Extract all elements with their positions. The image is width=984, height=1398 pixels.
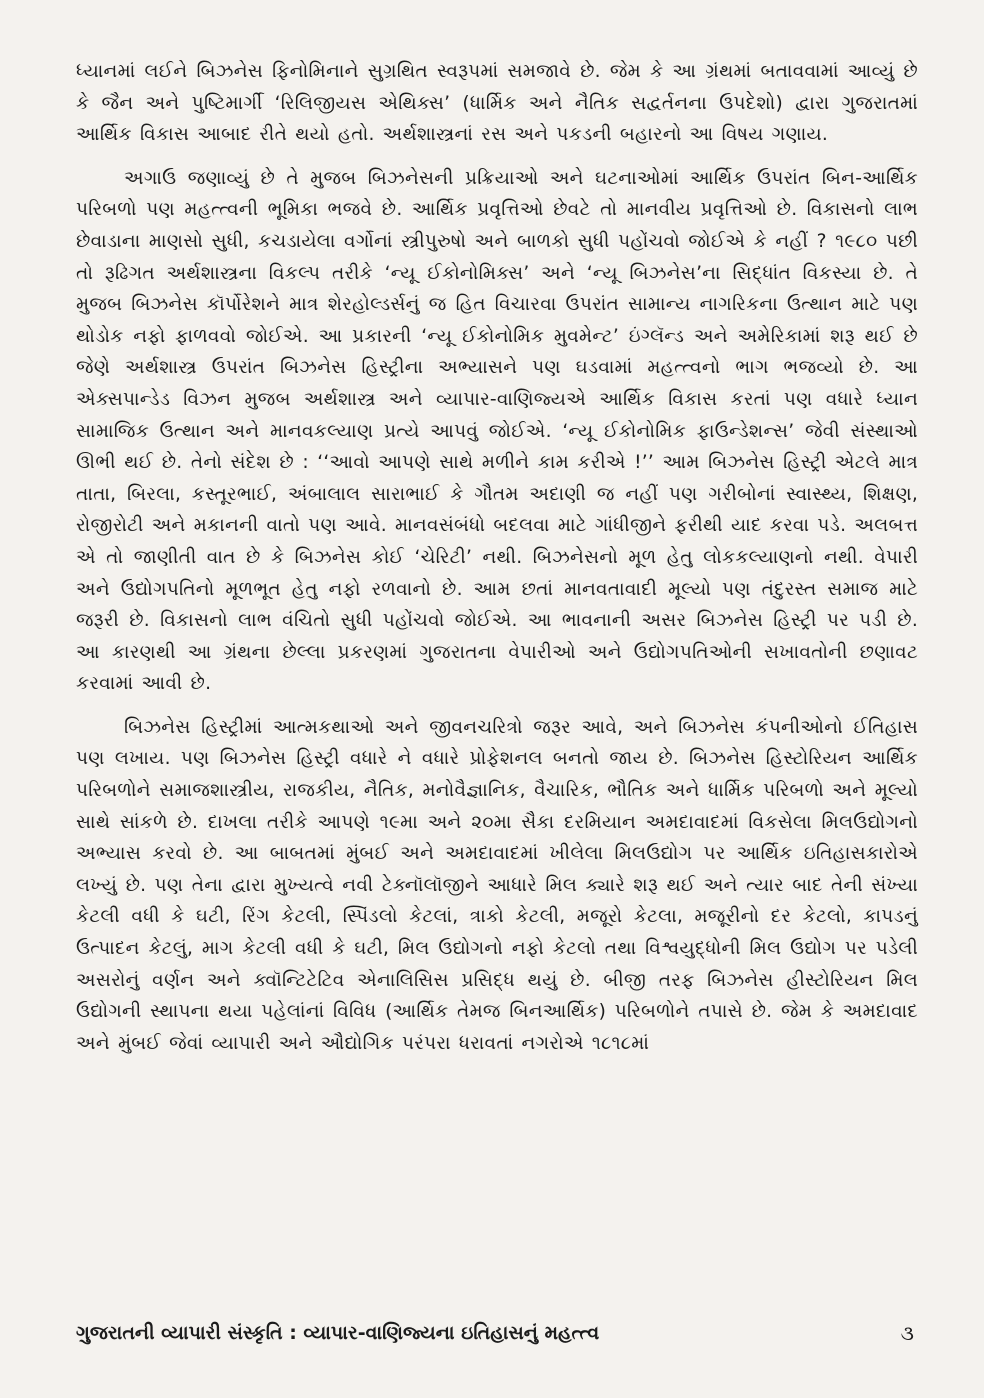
- running-title: ગુજરાતની વ્યાપારી સંસ્કૃતિ : વ્યાપાર-વાણિજ્યના ઇતિહાસનું મહત્ત્વ: [76, 1322, 600, 1344]
- page-body: [76, 56, 918, 1059]
- paragraph-2: અગાઉ જણાવ્યું છે તે મુજબ બિઝનેસની પ્રક્રિયાઓ અને ઘટનાઓમાં આર્થિક ઉપરાંત બિન-આર્થિક પરિબળો પણ મહત્ત્વની ભૂમિકા ભજવે છે. આર્થિક પ્રવૃત્તિઓ છેવટે તો માનવીય પ્રવૃત્તિઓ છે. વિકાસનો લાભ છેવાડાના માણસો સુધી, કચડાયેલા વર્ગોનાં સ્ત્રીપુરુષો અને બાળકો સુધી પહોંચવો જોઈએ કે નહીં ? ૧૯૮૦ પછી તો રૂઢિગત અર્થશાસ્ત્રના વિકલ્પ તરીકે ‘ન્યૂ ઈકોનોમિક્સ’ અને ‘ન્યૂ બિઝનેસ’ના સિદ્ધાંત વિકસ્યા છે. તે મુજબ બિઝનેસ કૉર્પોરેશને માત્ર શેરહોલ્ડર્સનું જ હિત વિચારવા ઉપરાંત સામાન્ય નાગરિકના ઉત્થાન માટે પણ થોડોક નફો ફાળવવો જોઈએ. આ પ્રકારની ‘ન્યૂ ઈકોનોમિક મુવમેન્ટ’ ઇંગ્લૅન્ડ અને અમેરિકામાં શરૂ થઈ છે જેણે અર્થશાસ્ત્ર ઉપરાંત બિઝનેસ હિસ્ટ્રીના અભ્યાસને પણ ઘડવામાં મહત્ત્વનો ભાગ ભજવ્યો છે. આ એક્સપાન્ડેડ વિઝન મુજબ અર્થશાસ્ત્ર અને વ્યાપાર-વાણિજ્યએ આર્થિક વિકાસ કરતાં પણ વધારે ધ્યાન સામાજિક ઉત્થાન અને માનવકલ્યાણ પ્રત્યે આપવું જોઈએ. ‘ન્યૂ ઈકોનોમિક ફાઉન્ડેશન્સ’ જેવી સંસ્થાઓ ઊભી થઈ છે. તેનો સંદેશ છે : ‘‘આવો આપણે સાથે મળીને કામ કરીએ !’’ આમ બિઝનેસ હિસ્ટ્રી એટલે માત્ર તાતા, બિરલા, કસ્તૂરભાઈ, અંબાલાલ સારાભાઈ કે ગૌતમ અદાણી જ નહીં પણ ગરીબોનાં સ્વાસ્થ્ય, શિક્ષણ, રોજીરોટી અને મકાનની વાતો પણ આવે. માનવસંબંધો બદલવા માટે ગાંધીજીને ફરીથી યાદ કરવા પડે. અલબત્ત એ તો જાણીતી વાત છે કે બિઝનેસ કોઈ ‘ચેરિટી’ નથી. બિઝનેસનો મૂળ હેતુ લોકકલ્યાણનો નથી. વેપારી અને ઉદ્યોગપતિનો મૂળભૂત હેતુ નફો રળવાનો છે. આમ છતાં માનવતાવાદી મૂલ્યો પણ તંદુરસ્ત સમાજ માટે જરૂરી છે. વિકાસનો લાભ વંચિતો સુધી પહોંચવો જોઈએ. આ ભાવનાની અસર બિઝનેસ હિસ્ટ્રી પર પડી છે. આ કારણથી આ ગ્રંથના છેલ્લા પ્રકરણમાં ગુજરાતના વેપારીઓ અને ઉદ્યોગપતિઓની સખાવતોની છણાવટ કરવામાં આવી છે.: [76, 167, 918, 695]
- page-number: ૩: [900, 1321, 914, 1345]
- page-footer: [76, 1316, 918, 1350]
- paragraph-1: ધ્યાનમાં લઈને બિઝનેસ ફિનોમિનાને સુગ્રથિત સ્વરૂપમાં સમજાવે છે. જેમ કે આ ગ્રંથમાં બતાવવામાં આવ્યું છે કે જૈન અને પુષ્ટિમાર્ગી ‘રિલિજીયસ એથિક્સ’ (ધાર્મિક અને નૈતિક સદ્વર્તનના ઉપદેશો) દ્વારા ગુજરાતમાં આર્થિક વિકાસ આબાદ રીતે થયો હતો. અર્થશાસ્ત્રનાં રસ અને પકડની બહારનો આ વિષય ગણાય.: [76, 61, 918, 146]
- paragraph-3: બિઝનેસ હિસ્ટ્રીમાં આત્મકથાઓ અને જીવનચરિત્રો જરૂર આવે, અને બિઝનેસ કંપનીઓનો ઈતિહાસ પણ લખાય. પણ બિઝનેસ હિસ્ટ્રી વધારે ને વધારે પ્રોફેશનલ બનતો જાય છે. બિઝનેસ હિસ્ટોરિયન આર્થિક પરિબળોને સમાજશાસ્ત્રીય, રાજકીય, નૈતિક, મનોવૈજ્ઞાનિક, વૈચારિક, ભૌતિક અને ધાર્મિક પરિબળો અને મૂલ્યો સાથે સાંકળે છે. દાખલા તરીકે આપણે ૧૯મા અને ૨૦મા સૈકા દરમિયાન અમદાવાદમાં વિકસેલા મિલઉદ્યોગનો અભ્યાસ કરવો છે. આ બાબતમાં મુંબઈ અને અમદાવાદમાં ખીલેલા મિલઉદ્યોગ પર આર્થિક ઇતિહાસકારોએ લખ્યું છે. પણ તેના દ્વારા મુખ્યત્વે નવી ટેક્નૉલૉજીને આધારે મિલ ક્યારે શરૂ થઈ અને ત્યાર બાદ તેની સંખ્યા કેટલી વધી કે ઘટી, રિંગ કેટલી, સ્પિંડલો કેટલાં, ત્રાકો કેટલી, મજૂરો કેટલા, મજૂરીનો દર કેટલો, કાપડનું ઉત્પાદન કેટલું, માગ કેટલી વધી કે ઘટી, મિલ ઉદ્યોગનો નફો કેટલો તથા વિશ્વયુદ્ધોની મિલ ઉદ્યોગ પર પડેલી અસરોનું વર્ણન અને ક્વૉન્ટિટેટિવ એનાલિસિસ પ્રસિદ્ધ થયું છે. બીજી તરફ બિઝનેસ હીસ્ટોરિયન મિલ ઉદ્યોગની સ્થાપના થયા પહેલાંનાં વિવિધ (આર્થિક તેમજ બિનઆર્થિક) પરિબળોને તપાસે છે. જેમ કે અમદાવાદ અને મુંબઈ જેવાં વ્યાપારી અને ઔદ્યોગિક પરંપરા ધરાવતાં નગરોએ ૧૮૧૮માં: [76, 716, 918, 1054]
